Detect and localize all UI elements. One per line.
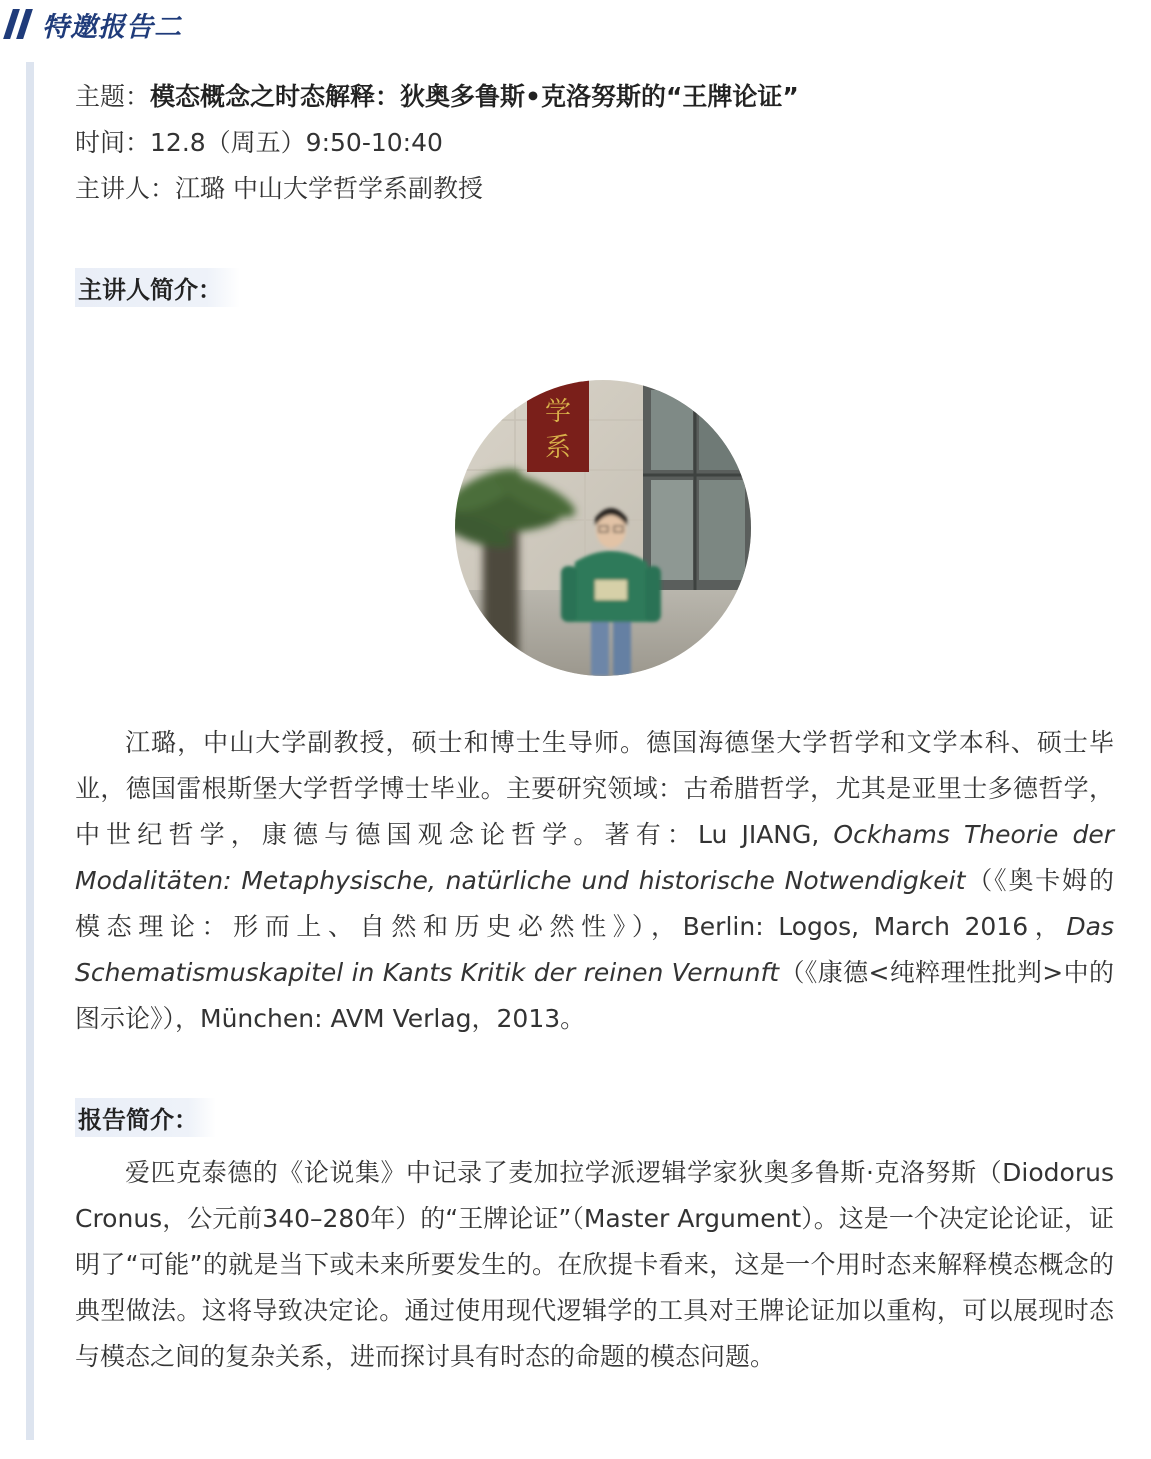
bio-text-3: （《康德<纯粹理性批判>中的图示论》），München: AVM Verlag，2013。 [75,958,1114,1033]
plaque-text-2: 系 [544,433,572,463]
bio-heading: 主讲人简介： [75,268,240,307]
time-label: 时间： [75,128,151,157]
bio-paragraph [75,720,1114,1042]
report-heading: 报告简介： [75,1098,216,1137]
report-paragraph: 爱匹克泰德的《论说集》中记录了麦加拉学派逻辑学家狄奥多鲁斯·克洛努斯（Diodorus Cronus，公元前340–280年）的“王牌论证”（Master Argument）。这是一个决定论论证，证明了“可能”的就是当下或未来所要发生的。在欣提卡看来，这是一个用时态来解释模态概念的典型做法。这将导致决定论。通过使用现代逻辑学的工具对王牌论证加以重构，可以展现时态与模态之间的复杂关系，进而探讨具有时态的命题的模态问题。 [75,1158,1114,1371]
section-title: 特邀报告二 [42,11,182,43]
bio-text-1: 江璐，中山大学副教授，硕士和博士生导师。德国海德堡大学哲学和文学本科、硕士毕业，德国雷根斯堡大学哲学博士毕业。主要研究领域：古希腊哲学，尤其是亚里士多德哲学，中世纪哲学，康德与德国观念论哲学。著有：Lu JIANG, [75,728,1114,849]
speaker-label: 主讲人： [75,174,176,203]
topic-label: 主题： [75,82,151,111]
plaque-text-1: 学 [544,397,572,427]
bio-book-1-title: Ockhams Theorie der Modalitäten: Metaphysische, natürliche und historische Notwendigkeit [75,820,1114,895]
time-value: 12.8（周五）9:50-10:40 [150,128,443,157]
bio-book-2-title: Das Schematismuskapitel in Kants Kritik der reinen Vernunft [75,912,1114,987]
topic-line [75,74,799,120]
section-header [8,4,182,44]
speaker-value: 江璐 中山大学哲学系副教授 [175,174,483,203]
speaker-line [75,166,483,212]
slash-decoration-icon [8,9,28,39]
topic-value: 模态概念之时态解释：狄奥多鲁斯•克洛努斯的“王牌论证” [150,82,799,111]
time-line [75,120,443,166]
content-block [26,62,1134,1440]
speaker-photo [455,380,751,676]
bio-text-2: （《奥卡姆的模态理论：形而上、自然和历史必然性》），Berlin: Logos, March 2016， [75,866,1114,941]
